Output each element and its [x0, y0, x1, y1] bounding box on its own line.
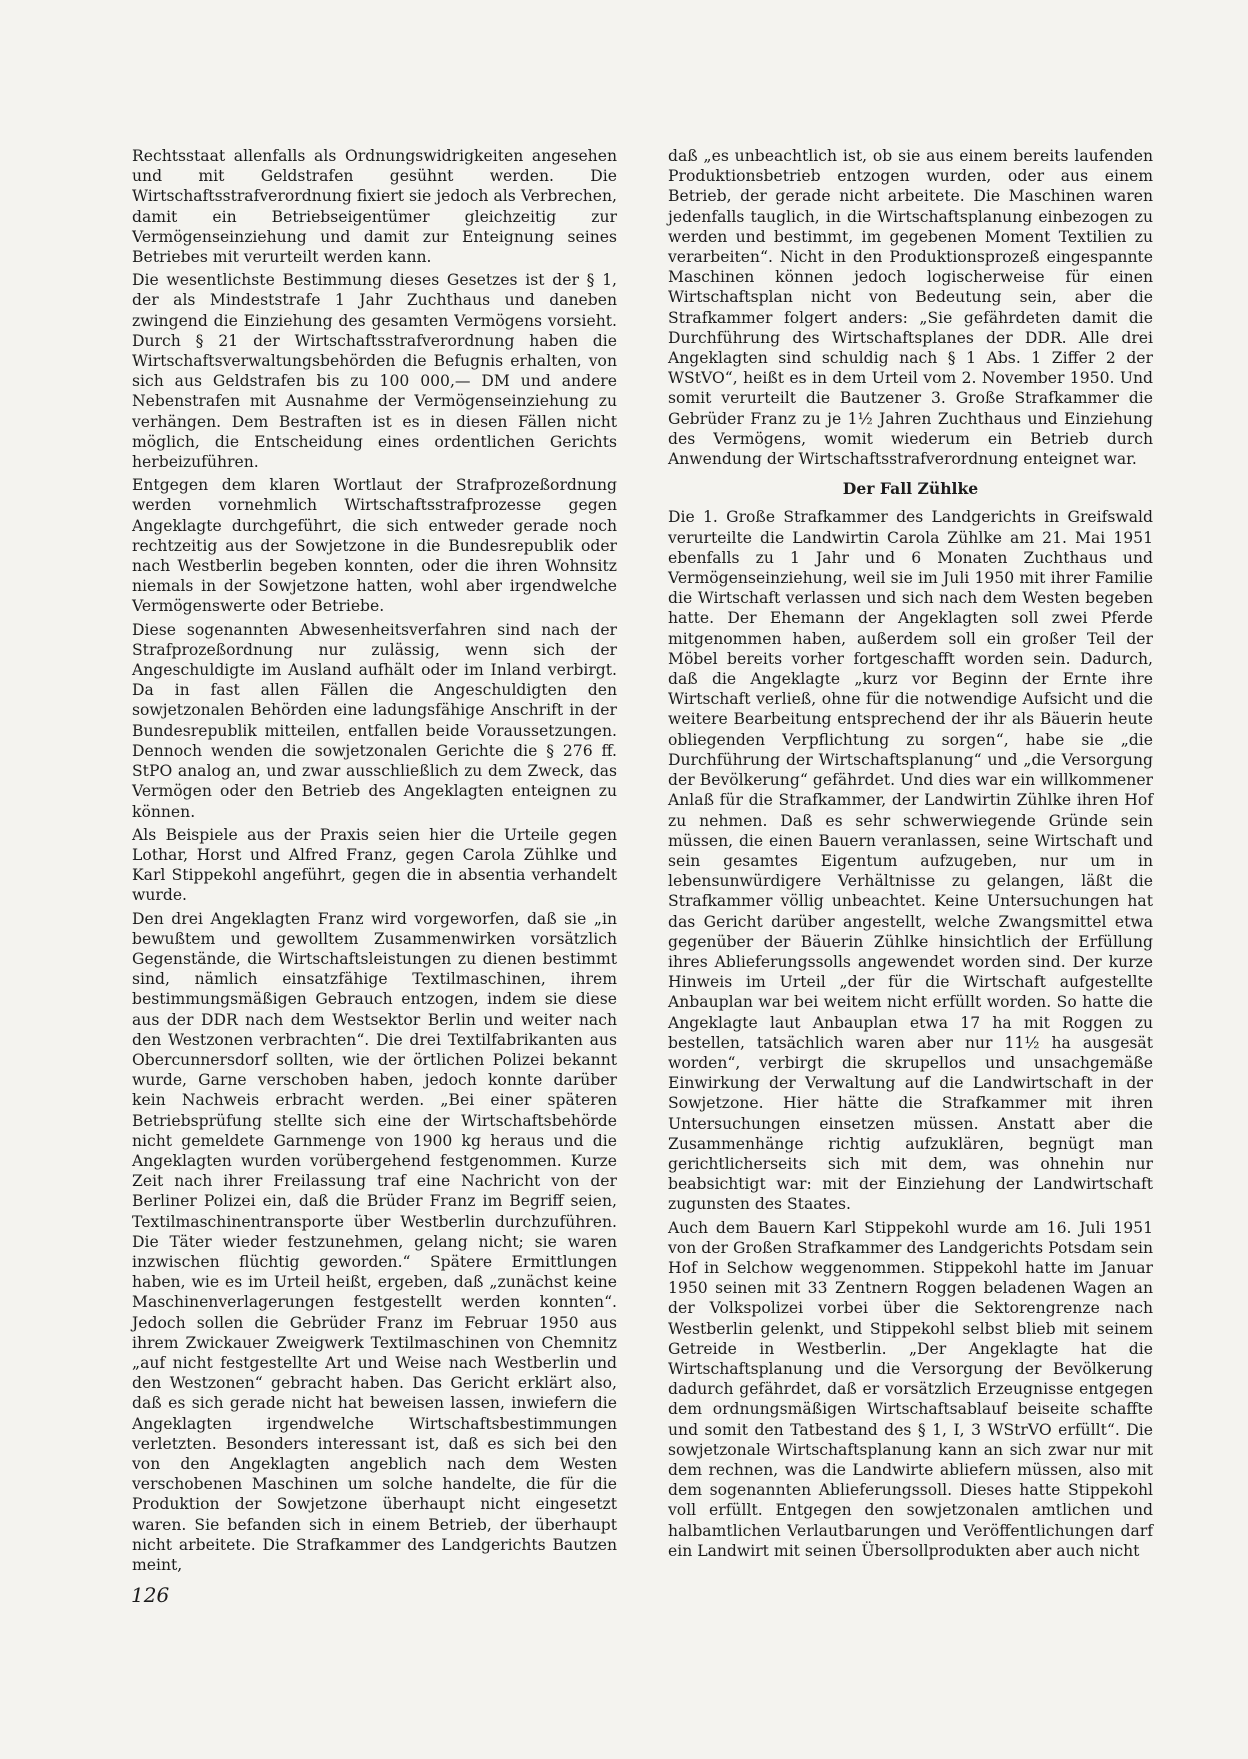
paragraph: Die wesentlichste Bestimmung dieses Gesetzes ist der § 1, der als Mindeststrafe 1 Jahr Zuchthaus und daneben zwingend die Einziehung des gesamten Vermögens vorsieht. Durch § 21 der Wirtschaftsstrafverordnung haben die Wirtschaftsverwaltungsbehörden die Befugnis erhalten, von sich aus Geldstrafen bis zu 100 000,— DM und andere Nebenstrafen mit Ausnahme der Vermögenseinziehung zu verhängen. Dem Bestraften ist es in diesen Fällen nicht möglich, die Entscheidung eines ordentlichen Gerichts herbeizuführen.	[132, 271, 617, 472]
paragraph: Den drei Angeklagten Franz wird vorgeworfen, daß sie „in bewußtem und gewolltem Zusammenwirken vorsätzlich Gegenstände, die Wirtschaftsleistungen zu dienen bestimmt sind, nämlich einsatzfähige Textilmaschinen, ihrem bestimmungsmäßigen Gebrauch entzogen, indem sie diese aus der DDR nach dem Westsektor Berlin und weiter nach den Westzonen verbrachten“. Die drei Textilfabrikanten aus Obercunnersdorf sollten, wie der örtlichen Polizei bekannt wurde, Garne verschoben haben, jedoch konnte darüber kein Nachweis erbracht werden. „Bei einer späteren Betriebsprüfung stellte sich eine der Wirtschaftsbehörde nicht gemeldete Garnmenge von 1900 kg heraus und die Angeklagten wurden vorübergehend festgenommen. Kurze Zeit nach ihrer Freilassung traf eine Nachricht von der Berliner Polizei ein, daß die Brüder Franz im Begriff seien, Textilmaschinentransporte über Westberlin durchzuführen. Die Täter wieder festzunehmen, gelang nicht; sie waren inzwischen flüchtig geworden.“ Spätere Ermittlungen haben, wie es im Urteil heißt, ergeben, daß „zunächst keine Maschinenverlagerungen festgestellt werden konnten“. Jedoch sollen die Gebrüder Franz im Februar 1950 aus ihrem Zwickauer Zweigwerk Textilmaschinen von Chemnitz „auf nicht festgestellte Art und Weise nach Westberlin und den Westzonen“ gebracht haben. Das Gericht erklärt also, daß es sich gerade nicht hat beweisen lassen, inwiefern die Angeklagten irgendwelche Wirtschaftsbestimmungen verletzten. Besonders interessant ist, daß es sich bei den von den Angeklagten angeblich nach dem Westen verschobenen Maschinen um solche handelte, die für die Produktion der Sowjetzone überhaupt nicht eingesetzt waren. Sie befanden sich in einem Betrieb, der überhaupt nicht arbeitete. Die Strafkammer des Landgerichts Bautzen meint,	[132, 909, 617, 1575]
page-number: 126	[131, 1583, 170, 1607]
left-column	[132, 146, 617, 1578]
paragraph: Die 1. Große Strafkammer des Landgerichts in Greifswald verurteilte die Landwirtin Carola Zühlke am 21. Mai 1951 ebenfalls zu 1 Jahr und 6 Monaten Zuchthaus und Vermögenseinziehung, weil sie im Juli 1950 mit ihrer Familie die Wirtschaft verlassen und sich nach dem Westen begeben hatte. Der Ehemann der Angeklagten soll zwei Pferde mitgenommen haben, außerdem soll ein großer Teil der Möbel bereits vorher fortgeschafft worden sein. Dadurch, daß die Angeklagte „kurz vor Beginn der Ernte ihre Wirtschaft verließ, ohne für die notwendige Aufsicht und die weitere Bearbeitung entsprechend der ihr als Bäuerin heute obliegenden Verpflichtung zu sorgen“, habe sie „die Durchführung der Wirtschaftsplanung“ und „die Versorgung der Bevölkerung“ gefährdet. Und dies war ein willkommener Anlaß für die Strafkammer, der Landwirtin Zühlke ihren Hof zu nehmen. Daß es sehr schwerwiegende Gründe sein müssen, die einen Bauern veranlassen, seine Wirtschaft und sein gesamtes Eigentum aufzugeben, nur um in lebensunwürdigere Verhältnisse zu gelangen, läßt die Strafkammer völlig unbeachtet. Keine Untersuchungen hat das Gericht darüber angestellt, welche Zwangsmittel etwa gegenüber der Bäuerin Zühlke hinsichtlich der Erfüllung ihres Ablieferungssolls angewendet worden sind. Der kurze Hinweis im Urteil „der für die Wirtschaft aufgestellte Anbauplan war bei weitem nicht erfüllt worden. So hatte die Angeklagte laut Anbauplan etwa 17 ha mit Roggen zu bestellen, tatsächlich waren aber nur 11½ ha ausgesät worden“, verbirgt die skrupellos und unsachgemäße Einwirkung der Verwaltung auf die Landwirtschaft in der Sowjetzone. Hier hätte die Strafkammer mit ihren Untersuchungen einsetzen müssen. Anstatt aber die Zusammenhänge richtig aufzuklären, begnügt man gerichtlicherseits sich mit dem, was ohnehin nur beabsichtigt war: mit der Einziehung der Landwirtschaft zugunsten des Staates.	[668, 508, 1153, 1214]
paragraph: daß „es unbeachtlich ist, ob sie aus einem bereits laufenden Produktionsbetrieb entzogen wurden, oder aus einem Betrieb, der gerade nicht arbeitete. Die Maschinen waren jedenfalls tauglich, in die Wirtschaftsplanung einbezogen zu werden und bestimmt, im gegebenen Moment Textilien zu verarbeiten“. Nicht in den Produktionsprozeß eingespannte Maschinen können jedoch logischerweise für einen Wirtschaftsplan nicht von Bedeutung sein, aber die Strafkammer folgert anders: „Sie gefährdeten damit die Durchführung des Wirtschaftsplanes der DDR. Alle drei Angeklagten sind schuldig nach § 1 Abs. 1 Ziffer 2 der WStVO“, heißt es in dem Urteil vom 2. November 1950. Und somit verurteilt die Bautzener 3. Große Strafkammer die Gebrüder Franz zu je 1½ Jahren Zuchthaus und Einziehung des Vermögens, womit wiederum ein Betrieb durch Anwendung der Wirtschaftsstrafverordnung enteignet war.	[668, 147, 1153, 469]
section-heading: Der Fall Zühlke	[842, 479, 979, 499]
paragraph: Auch dem Bauern Karl Stippekohl wurde am 16. Juli 1951 von der Großen Strafkammer des Landgerichts Potsdam sein Hof in Selchow weggenommen. Stippekohl hatte im Januar 1950 seinen mit 33 Zentnern Roggen beladenen Wagen an der Volkspolizei vorbei über die Sektorengrenze nach Westberlin gelenkt, und Stippekohl selbst blieb mit seinem Getreide in Westberlin. „Der Angeklagte hat die Wirtschaftsplanung und die Versorgung der Bevölkerung dadurch gefährdet, daß er vorsätzlich Erzeugnisse entgegen dem ordnungsmäßigen Wirtschaftsablauf beiseite schaffte und somit den Tatbestand des § 1, I, 3 WStrVO erfüllt“. Die sowjetzonale Wirtschaftsplanung kann an sich zwar nur mit dem rechnen, was die Landwirte abliefern müssen, also mit dem sogenannten Ablieferungssoll. Dieses hatte Stippekohl voll erfüllt. Entgegen den sowjetzonalen amtlichen und halbamtlichen Verlautbarungen und Veröffentlichungen darf ein Landwirt mit seinen Übersollprodukten aber auch nicht	[668, 1218, 1153, 1560]
paragraph: Rechtsstaat allenfalls als Ordnungswidrigkeiten angesehen und mit Geldstrafen gesühnt werden. Die Wirtschaftsstrafverordnung fixiert sie jedoch als Verbrechen, damit ein Betriebseigentümer gleichzeitig zur Vermögenseinziehung und damit zur Enteignung seines Betriebes mit verurteilt werden kann.	[132, 147, 617, 267]
paragraph: Entgegen dem klaren Wortlaut der Strafprozeßordnung werden vornehmlich Wirtschaftsstrafprozesse gegen Angeklagte durchgeführt, die sich entweder gerade noch rechtzeitig aus der Sowjetzone in die Bundesrepublik oder nach Westberlin begeben konnten, oder die ihren Wohnsitz niemals in der Sowjetzone hatten, wohl aber irgendwelche Vermögenswerte oder Betriebe.	[132, 476, 617, 616]
right-column	[668, 146, 1153, 1564]
paragraph: Als Beispiele aus der Praxis seien hier die Urteile gegen Lothar, Horst und Alfred Franz, gegen Carola Zühlke und Karl Stippekohl angeführt, gegen die in absentia verhandelt wurde.	[132, 825, 617, 905]
paragraph: Diese sogenannten Abwesenheitsverfahren sind nach der Strafprozeßordnung nur zulässig, wenn sich der Angeschuldigte im Ausland aufhält oder im Inland verbirgt. Da in fast allen Fällen die Angeschuldigten den sowjetzonalen Behörden eine ladungsfähige Anschrift in der Bundesrepublik mitteilen, entfallen beide Voraussetzungen. Dennoch wenden die sowjetzonalen Gerichte die § 276 ff. StPO analog an, und zwar ausschließlich zu dem Zweck, das Vermögen oder den Betrieb des Angeklagten enteignen zu können.	[132, 620, 617, 821]
